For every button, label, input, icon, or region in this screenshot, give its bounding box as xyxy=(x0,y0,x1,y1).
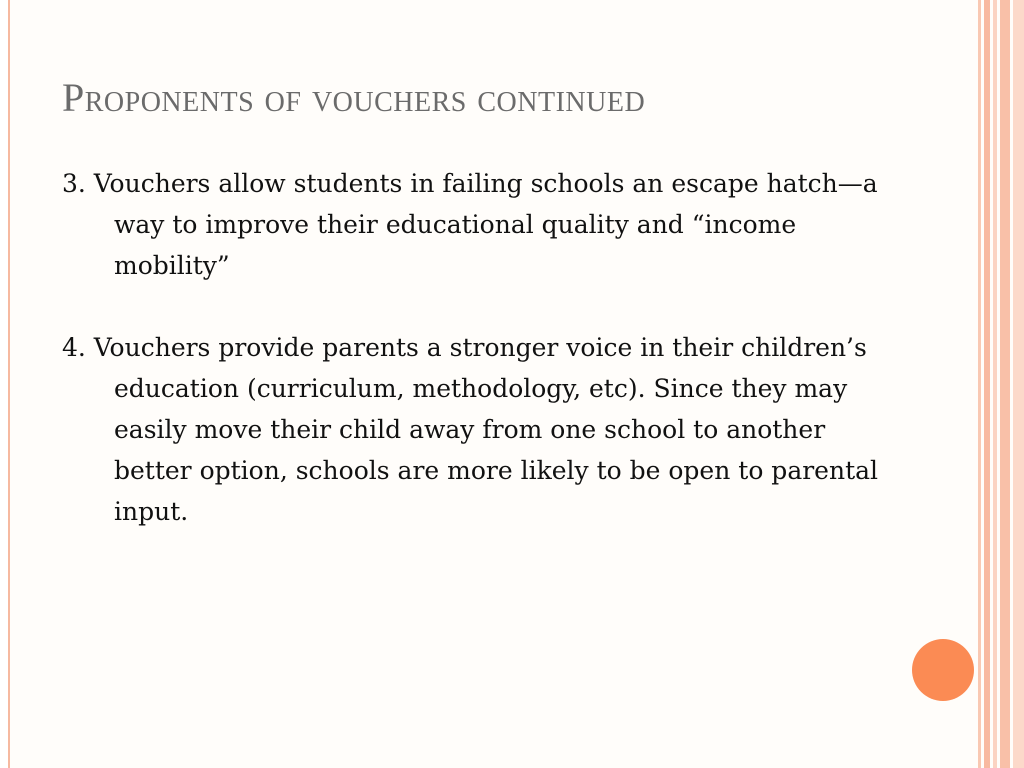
right-stripe-decoration xyxy=(1000,0,1010,768)
right-stripe-decoration xyxy=(993,0,997,768)
orange-circle-decoration xyxy=(912,639,974,701)
left-border-decoration xyxy=(0,0,10,768)
right-stripe-decoration xyxy=(978,0,981,768)
right-stripe-decoration xyxy=(1013,0,1024,768)
slide-title: Proponents of vouchers continued xyxy=(62,75,646,120)
point-3: 3. Vouchers allow students in failing schools an escape hatch—a way to improve their educational quality and “income mobility” xyxy=(62,169,878,280)
point-4: 4. Vouchers provide parents a stronger voice in their children’s education (curriculum, methodology, etc). Since they may easily move their child away from one school to another better option, schools are more likely to be open to parental input. xyxy=(62,333,879,526)
right-stripe-decoration xyxy=(984,0,990,768)
slide-body xyxy=(62,163,892,532)
